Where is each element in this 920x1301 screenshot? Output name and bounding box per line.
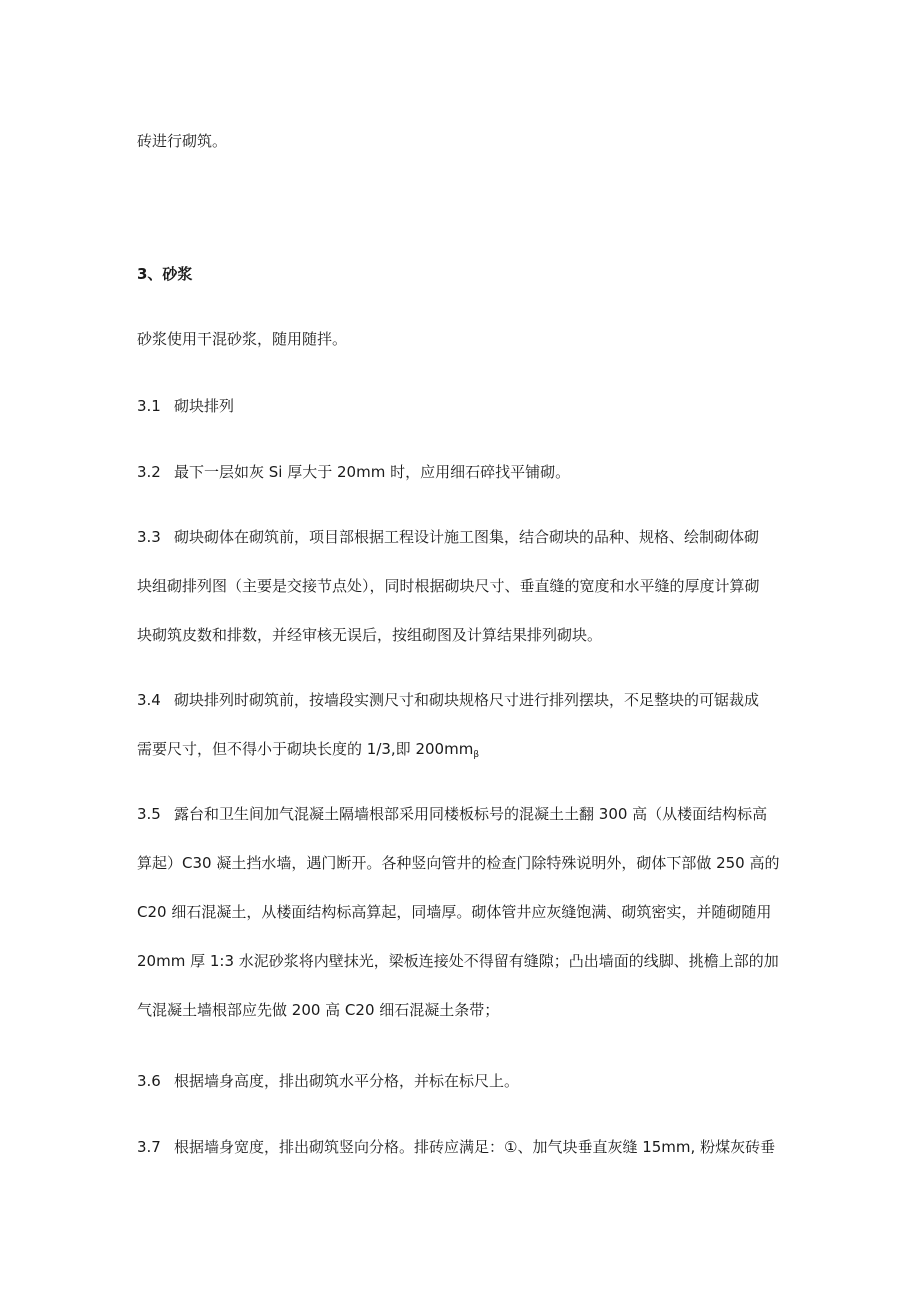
item-3-5 — [137, 804, 797, 824]
section-heading: 3、砂浆 — [137, 265, 193, 283]
item-text: 露台和卫生间加气混凝土隔墙根部采用同楼板标号的混凝土土翻 300 高（从楼面结构标高 — [174, 805, 768, 823]
item-3-2 — [137, 462, 797, 482]
trailing-mark: β — [473, 750, 480, 760]
item-number: 3.4 — [137, 691, 161, 709]
continuation-text: 砖进行砌筑。 — [137, 132, 228, 150]
item-3-3 — [137, 527, 797, 547]
item-3-5-line-4: 20mm 厚 1:3 水泥砂浆将内壁抹光，梁板连接处不得留有缝隙；凸出墙面的线脚、挑檐上部的加 — [137, 952, 779, 970]
item-text: 根据墙身高度，排出砌筑水平分格，并标在标尺上。 — [174, 1072, 520, 1090]
item-3-6 — [137, 1071, 797, 1091]
item-3-3-line-3: 块砌筑皮数和排数，并经审核无误后，按组砌图及计算结果排列砌块。 — [137, 626, 603, 644]
item-text: 砌块排列 — [174, 397, 235, 415]
item-number: 3.3 — [137, 528, 161, 546]
item-text: 最下一层如灰 Si 厚大于 20mm 时，应用细石碎找平铺砌。 — [174, 463, 571, 481]
item-text: 砌块砌体在砌筑前，项目部根据工程设计施工图集，结合砌块的品种、规格、绘制砌体砌 — [174, 528, 760, 546]
item-text: 需要尺寸，但不得小于砌块长度的 1/3,即 200mm — [137, 740, 474, 758]
item-3-5-line-2: 算起）C30 凝土挡水墙，遇门断开。各种竖向管井的检查门除特殊说明外，砌体下部做 250 高的 — [137, 854, 780, 872]
item-3-7 — [137, 1137, 797, 1157]
item-3-4 — [137, 690, 797, 710]
item-number: 3.5 — [137, 805, 161, 823]
item-3-5-line-5: 气混凝土墙根部应先做 200 高 C20 细石混凝土条带； — [137, 1001, 500, 1019]
item-text: 砌块排列时砌筑前，按墙段实测尺寸和砌块规格尺寸进行排列摆块，不足整块的可锯裁成 — [174, 691, 760, 709]
item-number: 3.2 — [137, 463, 161, 481]
item-number: 3.6 — [137, 1072, 161, 1090]
mortar-paragraph: 砂浆使用干混砂浆，随用随拌。 — [137, 330, 348, 348]
item-text: 根据墙身宽度，排出砌筑竖向分格。排砖应满足：①、加气块垂直灰缝 15mm, 粉煤灰砖垂 — [174, 1138, 776, 1156]
item-number: 3.7 — [137, 1138, 161, 1156]
item-3-4-line-2 — [137, 739, 797, 765]
item-3-1 — [137, 396, 797, 416]
item-3-5-line-3: C20 细石混凝土，从楼面结构标高算起，同墙厚。砌体管井应灰缝饱满、砌筑密实，并随砌随用 — [137, 903, 772, 921]
item-number: 3.1 — [137, 397, 161, 415]
item-3-3-line-2: 块组砌排列图（主要是交接节点处），同时根据砌块尺寸、垂直缝的宽度和水平缝的厚度计算砌 — [137, 577, 760, 595]
